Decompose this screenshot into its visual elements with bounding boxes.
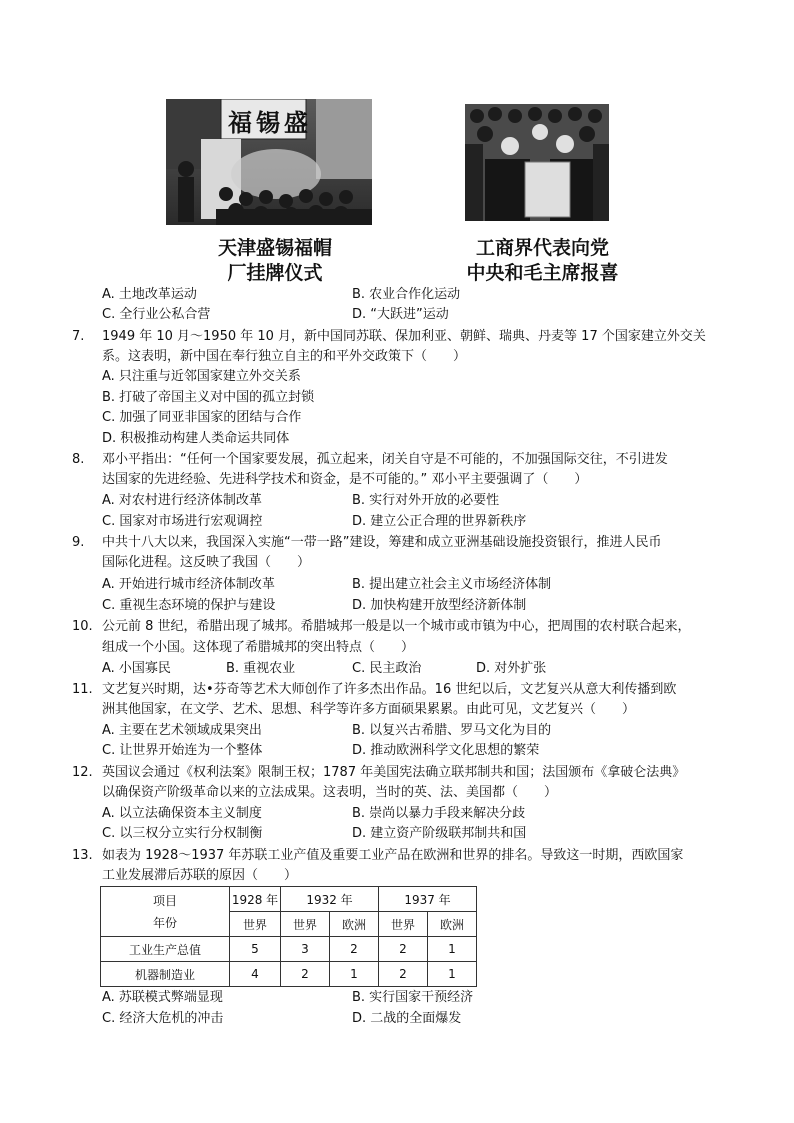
- table-sub-header: 世界: [230, 912, 281, 937]
- q12-stem-line2: 以确保资产阶级革命以来的立法成果。这表明，当时的英、法、美国都（ ）: [102, 785, 558, 800]
- q8-option-d: D. 建立公正合理的世界新秩序: [352, 514, 527, 529]
- photo-business-report: [465, 104, 609, 221]
- q6-option-a: A. 土地改革运动: [102, 287, 197, 302]
- q10-option-a: A. 小国寡民: [102, 661, 171, 676]
- q12-option-b: B. 崇尚以暴力手段来解决分歧: [352, 806, 526, 821]
- photo-business-illustration: [465, 104, 609, 221]
- q8-option-b: B. 实行对外开放的必要性: [352, 493, 500, 508]
- q11-option-d: D. 推动欧洲科学文化思想的繁荣: [352, 743, 540, 758]
- q6-option-d: D. “大跃进”运动: [352, 307, 449, 322]
- q12-option-a: A. 以立法确保资本主义制度: [102, 806, 262, 821]
- q11-option-a: A. 主要在艺术领域成果突出: [102, 723, 262, 738]
- q6-option-c: C. 全行业公私合营: [102, 307, 211, 322]
- q10-stem-line1: 公元前 8 世纪，希腊出现了城邦。希腊城邦一般是以一个城市或市镇为中心，把周围的农村联合起来，: [102, 619, 691, 634]
- q9-stem-line2: 国际化进程。这反映了我国（ ）: [102, 555, 311, 570]
- table-cell: 2: [281, 962, 330, 987]
- q11-option-b: B. 以复兴古希腊、罗马文化为目的: [352, 723, 552, 738]
- q13-stem-line2: 工业发展滞后苏联的原因（ ）: [102, 868, 298, 883]
- q9-stem-line1: 中共十八大以来，我国深入实施“一带一路”建设，筹建和成立亚洲基础设施投资银行，推进人民币: [102, 535, 662, 550]
- q7-stem-line1: 1949 年 10 月～1950 年 10 月，新中国同苏联、保加利亚、朝鲜、瑞典、丹麦等 17 个国家建立外交关: [102, 329, 706, 344]
- q13-option-a: A. 苏联模式弊端显现: [102, 990, 223, 1005]
- table-year-1928: 1928 年: [230, 887, 281, 912]
- ussr-industry-ranking-table: [100, 886, 477, 987]
- q13-number: 13.: [72, 848, 93, 863]
- table-header-item: 项目: [152, 893, 177, 908]
- q8-option-c: C. 国家对市场进行宏观调控: [102, 514, 263, 529]
- q7-option-c: C. 加强了同亚非国家的团结与合作: [102, 410, 302, 425]
- q10-option-b: B. 重视农业: [226, 661, 296, 676]
- q10-option-c: C. 民主政治: [352, 661, 422, 676]
- shop-sign-text: 福锡盛: [228, 108, 312, 137]
- q8-stem-line2: 达国家的先进经验、先进科学技术和资金，是不可能的。” 邓小平主要强调了（ ）: [102, 472, 588, 487]
- q10-number: 10.: [72, 619, 93, 634]
- q8-stem-line1: 邓小平指出：“任何一个国家要发展，孤立起来，闭关自守是不可能的，不加强国际交往，不引进发: [102, 452, 668, 467]
- q9-option-b: B. 提出建立社会主义市场经济体制: [352, 577, 552, 592]
- table-header-year: 年份: [152, 915, 177, 930]
- table-cell: 2: [379, 937, 428, 962]
- table-cell: 5: [230, 937, 281, 962]
- q9-option-d: D. 加快构建开放型经济新体制: [352, 598, 527, 613]
- q13-option-d: D. 二战的全面爆发: [352, 1011, 462, 1026]
- caption-tianjin: 天津盛锡福帽 厂挂牌仪式: [217, 237, 332, 284]
- q9-option-c: C. 重视生态环境的保护与建设: [102, 598, 276, 613]
- q9-number: 9.: [72, 535, 85, 550]
- q12-option-c: C. 以三权分立实行分权制衡: [102, 826, 263, 841]
- table-cell: 1: [330, 962, 379, 987]
- table-cell: 4: [230, 962, 281, 987]
- caption-business: 工商界代表向党 中央和毛主席报喜: [466, 237, 619, 284]
- photo-tianjin-hat-factory: [166, 99, 372, 225]
- q7-option-a: A. 只注重与近邻国家建立外交关系: [102, 369, 301, 384]
- q7-stem-line2: 系。这表明，新中国在奉行独立自主的和平外交政策下（ ）: [102, 349, 467, 364]
- table-corner-header: [101, 887, 230, 937]
- table-row: [101, 937, 477, 962]
- table-year-1937: 1937 年: [379, 887, 477, 912]
- q11-option-c: C. 让世界开始连为一个整体: [102, 743, 263, 758]
- table-row-label: 工业生产总值: [101, 937, 230, 962]
- q6-option-b: B. 农业合作化运动: [352, 287, 461, 302]
- table-sub-header: 世界: [379, 912, 428, 937]
- q8-option-a: A. 对农村进行经济体制改革: [102, 493, 262, 508]
- q13-option-b: B. 实行国家干预经济: [352, 990, 474, 1005]
- q11-stem-line2: 洲其他国家，在文学、艺术、思想、科学等许多方面硕果累累。由此可见，文艺复兴（ ）: [102, 702, 636, 717]
- table-sub-header: 世界: [281, 912, 330, 937]
- q9-option-a: A. 开始进行城市经济体制改革: [102, 577, 275, 592]
- q10-option-d: D. 对外扩张: [476, 661, 547, 676]
- q7-option-d: D. 积极推动构建人类命运共同体: [102, 431, 290, 446]
- table-cell: 1: [428, 937, 477, 962]
- q7-option-b: B. 打破了帝国主义对中国的孤立封锁: [102, 390, 315, 405]
- q7-number: 7.: [72, 329, 85, 344]
- q12-stem-line1: 英国议会通过《权利法案》限制王权；1787 年美国宪法确立联邦制共和国；法国颁布《拿破仑法典》: [102, 765, 686, 780]
- q8-number: 8.: [72, 452, 85, 467]
- q10-stem-line2: 组成一个小国。这体现了希腊城邦的突出特点（ ）: [102, 640, 415, 655]
- q11-stem-line1: 文艺复兴时期，达•芬奇等艺术大师创作了许多杰出作品。16 世纪以后，文艺复兴从意大利传播到欧: [102, 682, 677, 697]
- table-cell: 3: [281, 937, 330, 962]
- table-sub-header: 欧洲: [330, 912, 379, 937]
- table-year-1932: 1932 年: [281, 887, 379, 912]
- q12-option-d: D. 建立资产阶级联邦制共和国: [352, 826, 527, 841]
- table-cell: 1: [428, 962, 477, 987]
- table-sub-header: 欧洲: [428, 912, 477, 937]
- q11-number: 11.: [72, 682, 93, 697]
- q13-stem-line1: 如表为 1928～1937 年苏联工业产值及重要工业产品在欧洲和世界的排名。导致这一时期，西欧国家: [102, 848, 684, 863]
- q12-number: 12.: [72, 765, 93, 780]
- table-cell: 2: [330, 937, 379, 962]
- q13-option-c: C. 经济大危机的冲击: [102, 1011, 224, 1026]
- table-row: [101, 962, 477, 987]
- table-cell: 2: [379, 962, 428, 987]
- table-row-label: 机器制造业: [101, 962, 230, 987]
